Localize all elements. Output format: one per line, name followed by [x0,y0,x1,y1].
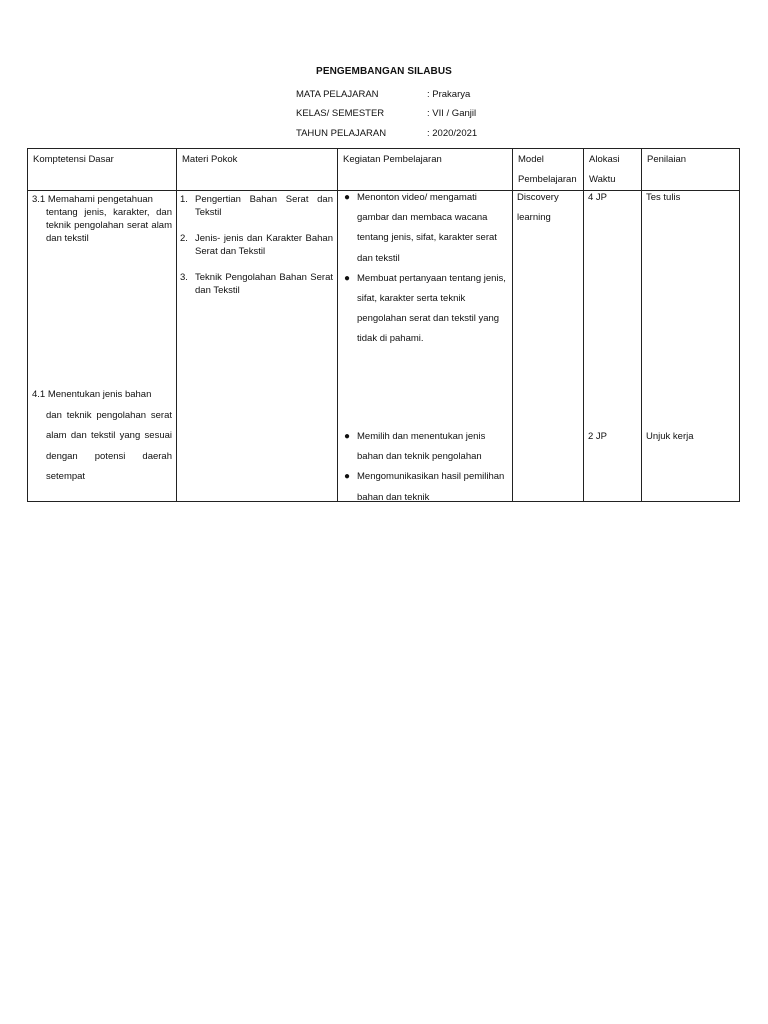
header-cell-model [513,149,584,191]
header-model-line2: Pembelajaran [518,174,577,185]
list-item: ● Membuat pertanyaan tentang jenis, sifat, karakter serta teknik pengolahan serat dan tekstil yang tidak di pahami. [342,269,508,350]
kegiatan-list-1 [342,188,508,350]
list-item: ● Memilih dan menentukan jenis bahan dan teknik pengolahan [342,427,508,467]
kd-text: 3.1 Memahami pengetahuan [32,194,153,205]
penilaian-value-1: Tes tulis [646,192,681,203]
cell-kegiatan [338,191,513,502]
header-cell-materi: Materi Pokok [177,149,338,191]
alokasi-value-2: 2 JP [588,431,608,442]
kd-text: 4.1 Menentukan jenis bahan [32,389,152,400]
meta-value: : VII / Ganjil [427,108,477,119]
meta-value: : 2020/2021 [427,128,478,139]
list-item: ● Menonton video/ mengamati gambar dan membaca wacana tentang jenis, sifat, karakter serat dan tekstil [342,188,508,269]
syllabus-table [27,148,740,502]
model-value: Discovery learning [517,192,559,223]
meta-value: : Prakarya [427,89,471,100]
header-alokasi-line1: Alokasi [589,154,620,165]
cell-kd [28,191,177,502]
cell-model [513,191,584,502]
kegiatan-list-2 [342,427,508,508]
meta-label: TAHUN PELAJARAN [296,128,387,139]
kd-text: tentang jenis, karakter, dan teknik pengolahan serat alam dan tekstil [46,207,172,244]
list-item: 2. Jenis- jenis dan Karakter Bahan Serat dan Tekstil [180,233,333,257]
bullet-icon: ● [344,272,351,284]
cell-penilaian [642,191,740,502]
list-item: 3. Teknik Pengolahan Bahan Serat dan Tekstil [180,272,333,296]
bullet-icon: ● [344,431,351,442]
document-title: PENGEMBANGAN SILABUS [316,66,452,77]
list-item: 1. Pengertian Bahan Serat dan Tekstil [180,194,333,218]
cell-alokasi [584,191,642,502]
materi-list [180,193,333,310]
header-model-line1: Model [518,154,544,165]
list-item: ● Mengomunikasikan hasil pemilihan bahan dan teknik [342,467,508,507]
kd-item-3-1 [32,193,172,245]
kd-text: dan teknik pengolahan serat alam dan tekstil yang sesuai dengan potensi daerah setempat [46,409,172,482]
header-cell-kd: Komptetensi Dasar [28,149,177,191]
header-cell-penilaian: Penilaian [642,149,740,191]
penilaian-value-2: Unjuk kerja [646,431,694,442]
cell-materi [177,191,338,502]
header-cell-alokasi [584,149,642,191]
alokasi-value-1: 4 JP [588,192,608,203]
table-row [28,191,740,502]
meta-label: KELAS/ SEMESTER [296,108,385,119]
header-cell-kegiatan: Kegiatan Pembelajaran [338,149,513,191]
table-header-row [28,149,740,191]
meta-label: MATA PELAJARAN [296,89,379,100]
bullet-icon: ● [344,192,351,203]
kd-item-4-1 [32,385,172,488]
header-alokasi-line2: Waktu [589,174,616,185]
bullet-icon: ● [344,471,351,483]
